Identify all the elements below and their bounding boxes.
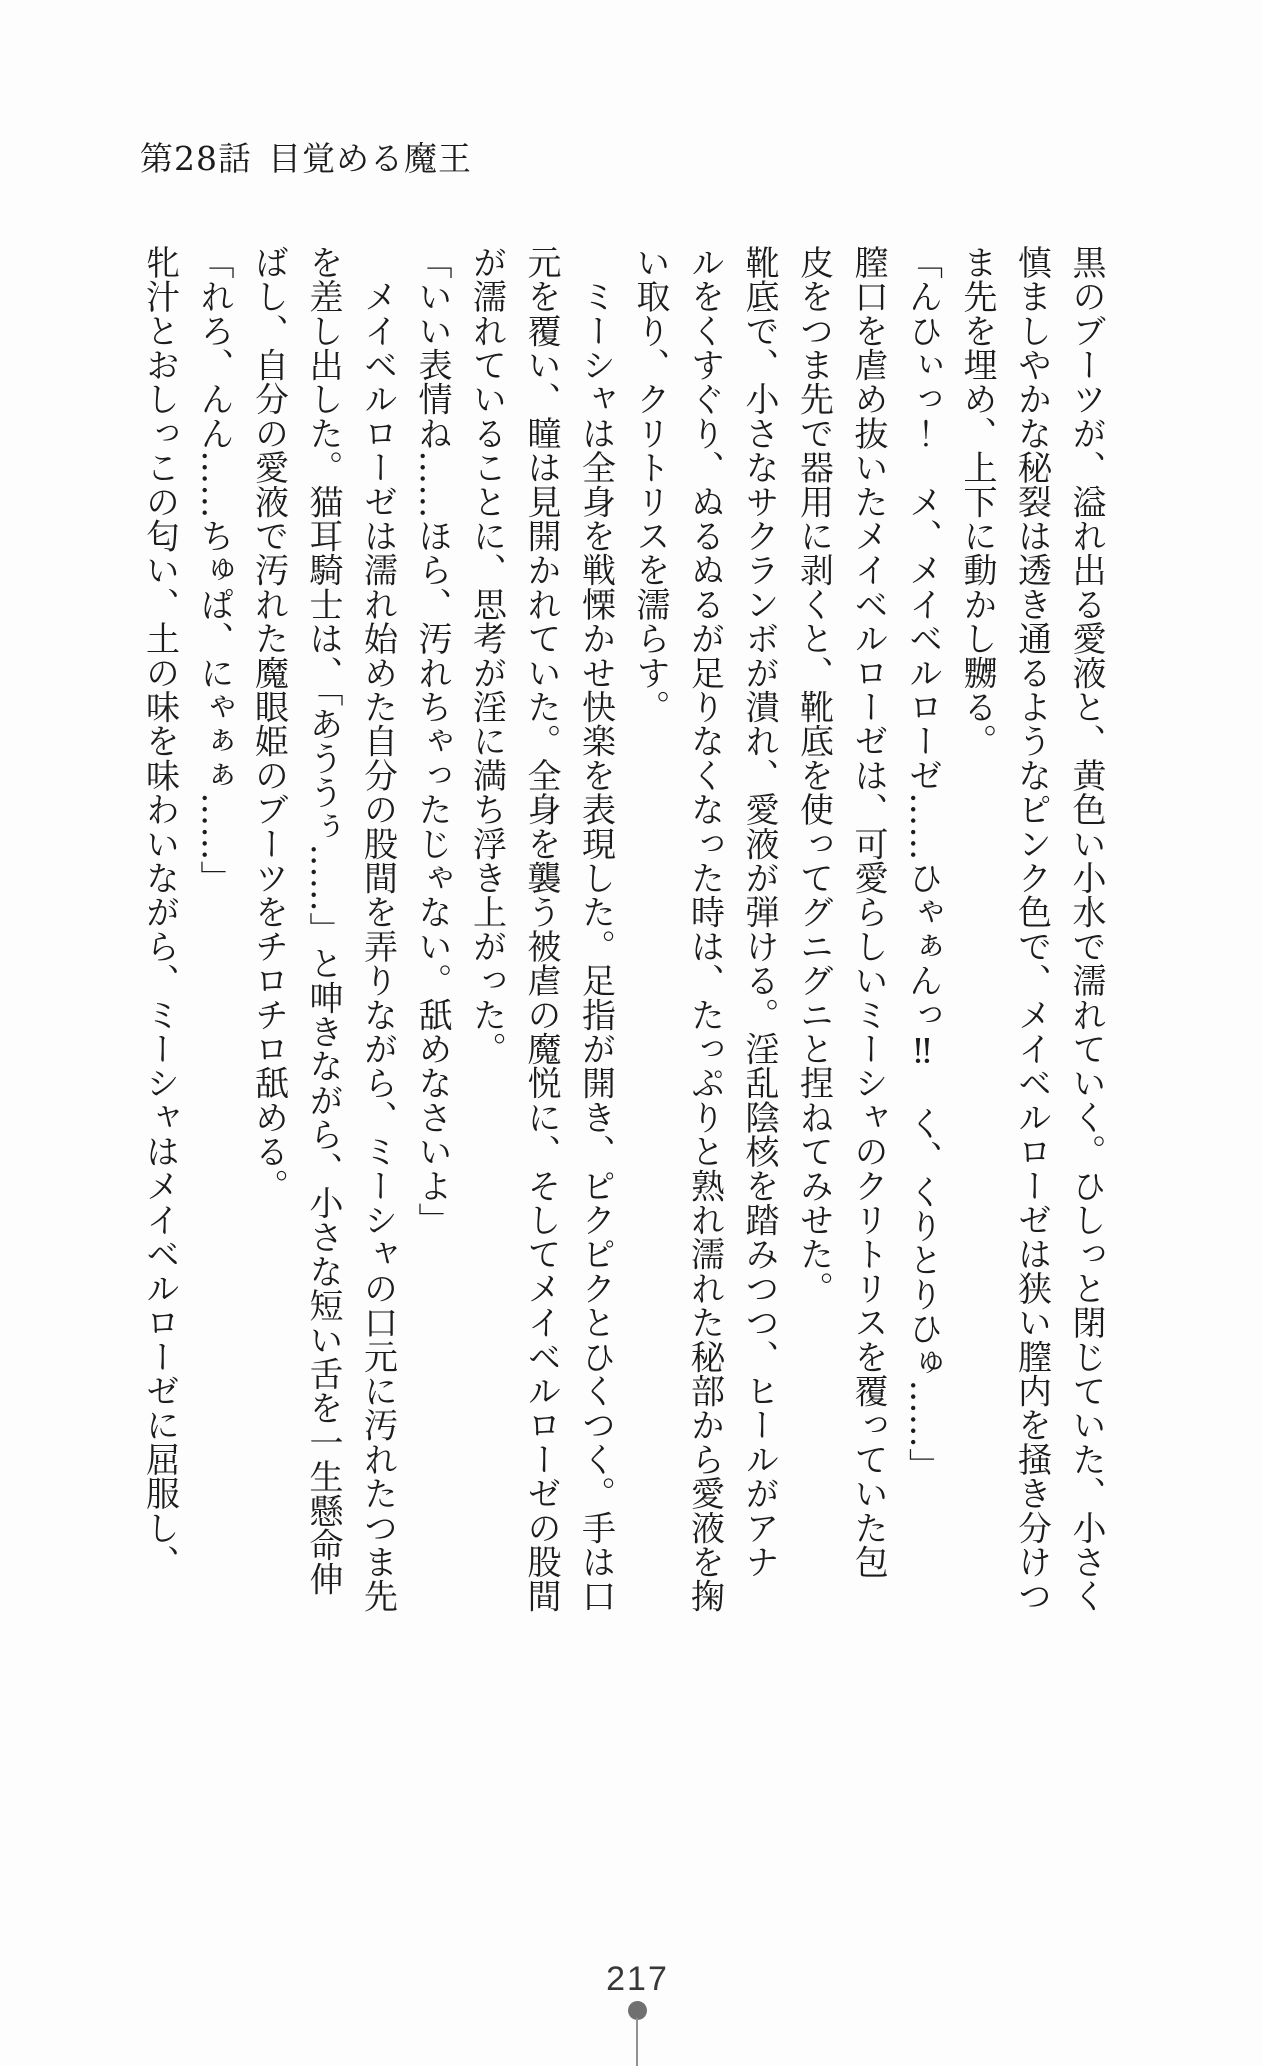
body-text: [132, 245, 1113, 1617]
text-line: が濡れていることに、思考が淫に満ち浮き上がった。: [466, 245, 507, 1066]
text-line: を差し出した。猫耳騎士は、「あううぅ……」と呻きながら、小さな短い舌を一生懸命伸: [303, 245, 343, 1596]
text-line: ま先を埋め、上下に動かし嬲る。: [957, 245, 997, 758]
text-line: 靴底で、小さなサクランボが潰れ、愛液が弾ける。淫乱陰核を踏みつつ、ヒールがアナ: [739, 245, 779, 1579]
text-line: メイベルローゼは濡れ始めた自分の股間を弄りながら、ミーシャの口元に汚れたつま先: [357, 245, 398, 1613]
footer-ornament-line: [636, 2018, 638, 2066]
text-line: 「れろ、んん……ちゅぱ、にゃぁぁ……」: [194, 245, 234, 895]
text-line: ばし、自分の愛液で汚れた魔眼姫のブーツをチロチロ舐める。: [248, 245, 289, 1203]
text-line: 黒のブーツが、溢れ出る愛液と、黄色い小水で濡れていく。ひしっと閉じていた、小さく: [1066, 245, 1106, 1613]
text-line: 膣口を虐め抜いたメイベルローゼは、可愛らしいミーシャのクリトリスを覆っていた包: [848, 245, 888, 1579]
chapter-title: 目覚める魔王: [268, 139, 472, 178]
page-number: 217: [606, 1960, 669, 1998]
chapter-header: [140, 133, 472, 180]
text-line: 牝汁とおしっこの匂い、土の味を味わいながら、ミーシャはメイベルローゼに屈服し、: [139, 245, 180, 1579]
text-line: い取り、クリトリスを濡らす。: [630, 245, 670, 724]
text-line: 「んひぃっ！ メ、メイベルローゼ……ひゃぁんっ‼ く、くりとりひゅ……」: [902, 245, 943, 1483]
text-line: ルをくすぐり、ぬるぬるが足りなくなった時は、たっぷりと熟れ濡れた秘部から愛液を掬: [684, 245, 725, 1613]
text-line: 慎ましやかな秘裂は透き通るようなピンク色で、メイベルローゼは狭い膣内を掻き分けつ: [1011, 245, 1052, 1613]
text-line: ミーシャは全身を戦慄かせ快楽を表現した。足指が開き、ピクピクとひくつく。手は口: [575, 245, 616, 1613]
chapter-number: 第28話: [140, 139, 252, 178]
text-line: 元を覆い、瞳は見開かれていた。全身を襲う被虐の魔悦に、そしてメイベルローゼの股間: [521, 245, 561, 1613]
text-line: 「いい表情ね……ほら、汚れちゃったじゃない。舐めなさいよ」: [412, 245, 452, 1237]
text-line: 皮をつま先で器用に剥くと、靴底を使ってグニグニと捏ねてみせた。: [793, 245, 834, 1306]
